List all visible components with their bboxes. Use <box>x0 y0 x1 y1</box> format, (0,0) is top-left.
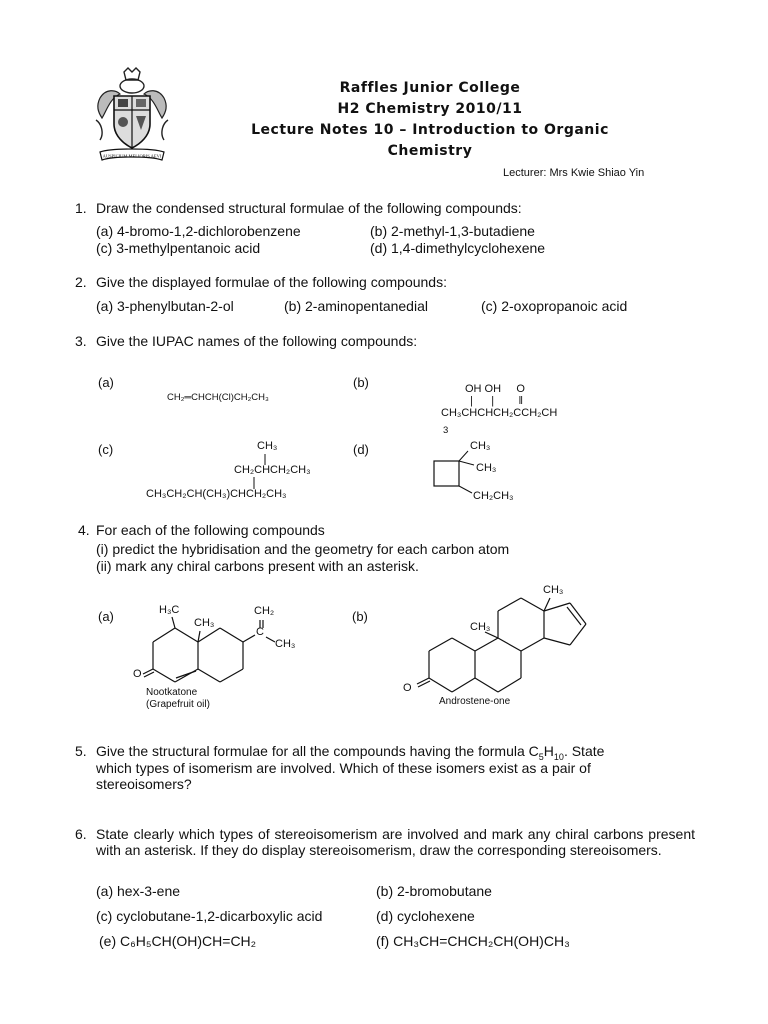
androstene-one-name: Androstene-one <box>439 696 511 707</box>
question-6-option-a: (a) hex-3-ene <box>96 883 181 899</box>
lecturer-name: Lecturer: Mrs Kwie Shiao Yin <box>503 167 645 179</box>
nootkatone-name: Nootkatone <box>146 687 198 698</box>
question-2-number: 2. <box>75 274 87 290</box>
question-4-text: For each of the following compounds <box>96 522 325 538</box>
nootkatone-ch3-side: CH₃ <box>275 638 296 650</box>
question-6-text: State clearly which types of stereoisomerism are involved and mark any chiral carbons present with an asterisk. If they do display stereoisomerism, draw the corresponding stereoisomers. <box>96 826 695 858</box>
question-3-number: 3. <box>75 333 87 349</box>
question-3-label-a: (a) <box>98 375 114 390</box>
question-3c-main-chain: CH₃CH₂CH(CH₃)CHCH₂CH₃ <box>146 488 287 500</box>
nootkatone-methyl-h3c: H₃C <box>159 604 180 616</box>
question-3c-middle-chain: CH₂CHCH₂CH₃ <box>234 464 311 476</box>
question-6-option-d: (d) cyclohexene <box>376 908 475 924</box>
question-5-line-3: stereoisomers? <box>96 776 192 792</box>
question-6-option-b: (b) 2-bromobutane <box>376 883 492 899</box>
question-4-part-i: (i) predict the hybridisation and the geometry for each carbon atom <box>96 541 510 557</box>
androstene-methyl-mid: CH₃ <box>470 621 491 633</box>
question-4-label-b: (b) <box>352 609 368 624</box>
hydrogen-symbol: H <box>543 743 554 759</box>
question-1-text: Draw the condensed structural formulae of the following compounds: <box>96 200 522 216</box>
question-6-number: 6. <box>75 826 87 842</box>
question-6-option-e: (e) C₆H₅CH(OH)CH=CH₂ <box>99 933 257 949</box>
question-3-text: Give the IUPAC names of the following compounds: <box>96 333 418 349</box>
question-4-label-a: (a) <box>98 609 114 624</box>
nootkatone-oxygen: O <box>133 668 142 680</box>
carbon-subscript: 5 <box>538 751 544 762</box>
question-2-text: Give the displayed formulae of the following compounds: <box>96 274 447 290</box>
question-3-label-c: (c) <box>98 442 114 457</box>
hydrogen-subscript: 10 <box>553 751 564 762</box>
question-5-number: 5. <box>75 743 87 759</box>
question-1-option-d: (d) 1,4-dimethylcyclohexene <box>370 240 546 256</box>
nootkatone-ch2: CH₂ <box>254 605 275 617</box>
question-4-part-ii: (ii) mark any chiral carbons present with an asterisk. <box>96 558 419 574</box>
androstene-methyl-top: CH₃ <box>543 584 564 596</box>
nootkatone-c: C <box>256 626 264 638</box>
question-5-line-2: which types of isomerism are involved. Which of these isomers exist as a pair of <box>96 760 591 776</box>
question-2-option-a: (a) 3-phenylbutan-2-ol <box>96 298 234 314</box>
question-6-option-f: (f) CH₃CH=CHCH₂CH(OH)CH₃ <box>376 933 570 949</box>
question-3-label-b: (b) <box>353 375 369 390</box>
question-3d-methyl-side: CH₃ <box>476 462 497 474</box>
question-3b-formula-tail: 3 <box>443 425 449 436</box>
question-1-option-b: (b) 2-methyl-1,3-butadiene <box>370 223 535 239</box>
document-title-line-1: Raffles Junior College <box>339 80 521 96</box>
question-3b-bonds: | | ‖ <box>470 395 524 407</box>
crest-motto: AUSPICIUM MELIORIS AEVI <box>102 153 162 159</box>
question-5-text-pre: Give the structural formulae for all the compounds having the formula C <box>96 743 539 759</box>
question-1-option-a: (a) 4-bromo-1,2-dichlorobenzene <box>96 223 301 239</box>
question-1-number: 1. <box>75 200 87 216</box>
question-4-number: 4. <box>78 522 90 538</box>
document-title-line-3: Lecture Notes 10 – Introduction to Organic <box>251 122 609 138</box>
androstene-oxygen: O <box>403 682 412 694</box>
nootkatone-methyl-ch3: CH₃ <box>194 617 215 629</box>
question-3a-formula: CH₂═CHCH(Cl)CH₂CH₃ <box>167 392 269 403</box>
nootkatone-common-name: (Grapefruit oil) <box>146 699 210 710</box>
question-3d-ethyl: CH₂CH₃ <box>473 490 514 502</box>
question-5-text-post: . State <box>563 743 605 759</box>
question-6-option-c: (c) cyclobutane-1,2-dicarboxylic acid <box>96 908 323 924</box>
question-3b-formula: CH₃CHCHCH₂CCH₂CH <box>441 407 558 419</box>
question-3c-top-group: CH₃ <box>257 440 278 452</box>
question-3-label-d: (d) <box>353 442 369 457</box>
question-2-option-b: (b) 2-aminopentanedial <box>284 298 428 314</box>
question-1-option-c: (c) 3-methylpentanoic acid <box>96 240 261 256</box>
document-title-line-4: Chemistry <box>387 143 473 159</box>
question-3d-methyl-top: CH₃ <box>470 440 491 452</box>
question-2-option-c: (c) 2-oxopropanoic acid <box>481 298 628 314</box>
document-title-line-2: H2 Chemistry 2010/11 <box>337 101 523 117</box>
question-3b-top-groups: OH OH O <box>465 383 525 395</box>
